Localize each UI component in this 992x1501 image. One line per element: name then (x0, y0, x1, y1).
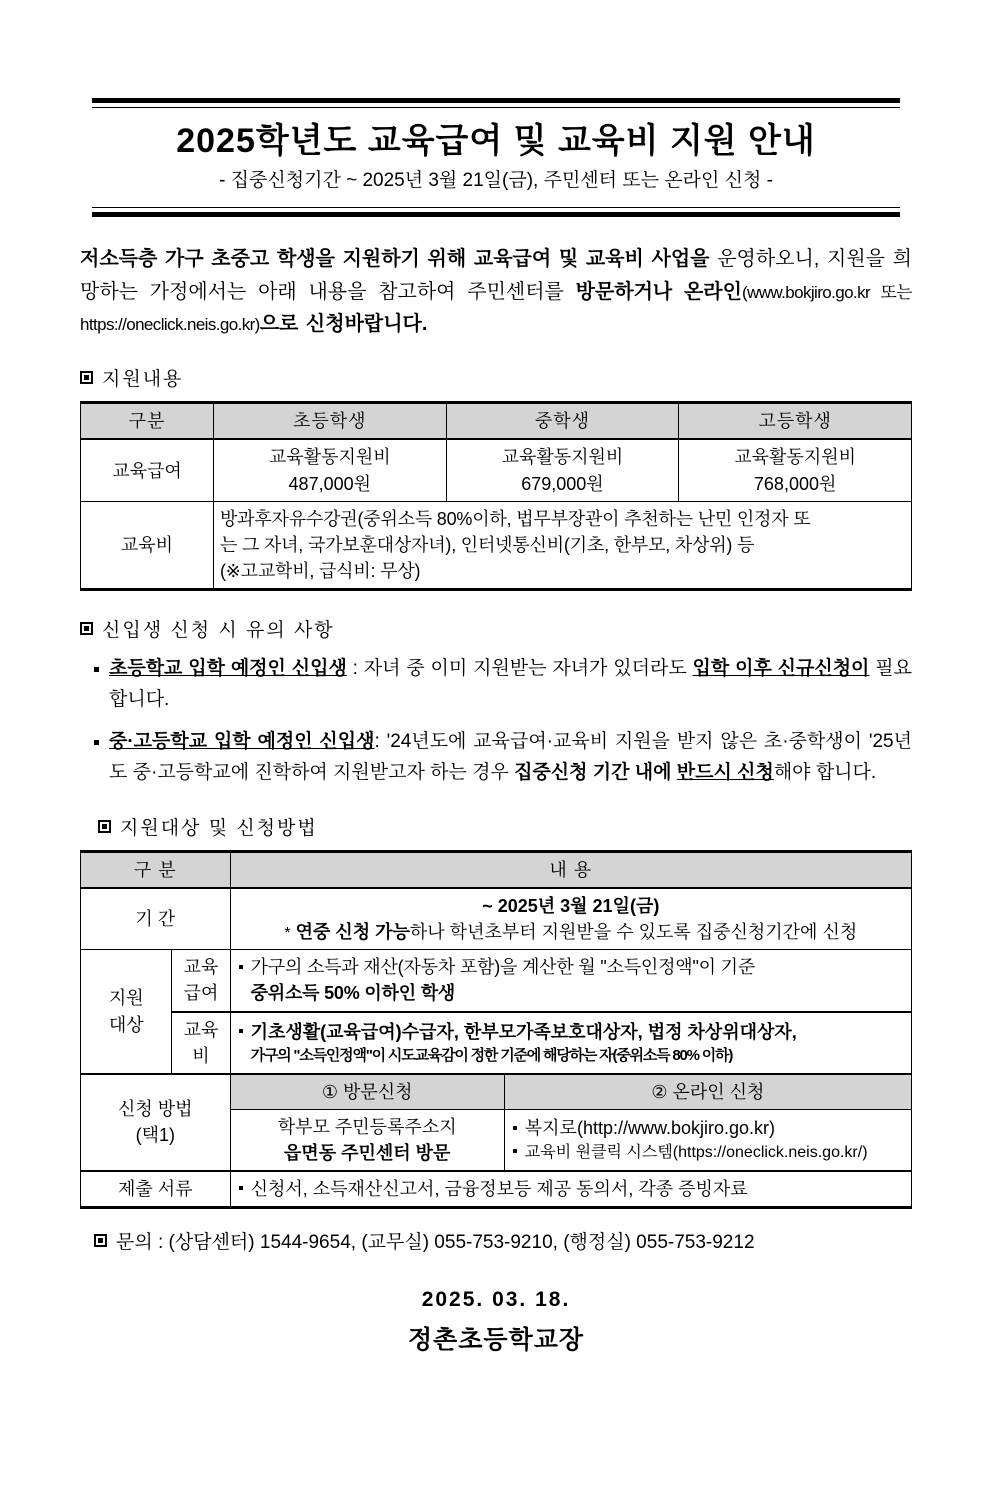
subrow-label-education-fee (172, 1012, 230, 1074)
cell-education-fee-criteria (230, 1012, 911, 1074)
subrow-label-education-benefit (172, 950, 230, 1012)
section-heading-new-student-notes (80, 615, 912, 642)
period-note-rest: 하나 학년초부터 지원받을 수 있도록 집중신청기간에 신청 (409, 922, 858, 943)
cell-education-benefit-criteria (230, 950, 911, 1012)
col-header-content: 내 용 (230, 851, 911, 888)
col-header-visit-apply: ① 방문신청 (230, 1074, 504, 1110)
page-title: 2025학년도 교육급여 및 교육비 지원 안내 (176, 122, 816, 160)
section3-title: 지원대상 및 신청방법 (120, 817, 318, 839)
intro-line-2: 운영하오니, 지원을 희망하는 가정에서는 아래 내용을 참고하여 주민센터를 (80, 248, 913, 303)
online-line-1: 복지로(http://www.bokjiro.go.kr) (511, 1115, 905, 1141)
col-header-elementary: 초등학생 (213, 403, 446, 440)
section-heading-support-content (80, 364, 912, 391)
cell-period-detail (230, 888, 911, 950)
criteria-line-1: 기초생활(교육급여)수급자, 한부모가족보호대상자, 법정 차상위대상자, (237, 1019, 905, 1045)
bullet-dot-icon (513, 1126, 517, 1130)
bullet-dot-icon (239, 1029, 243, 1033)
table-row (81, 888, 912, 950)
intro-line-3b: 으로 신청바랍니다. (259, 312, 428, 335)
cell-online-apply-detail (504, 1109, 911, 1171)
bullet-emphasis: 입학 이후 신규신청이 (692, 657, 870, 679)
edufee-line-2: 는 그 자녀, 국가보훈대상자녀), 인터넷통신비(기초, 한부모, 차상위) 등 (219, 534, 755, 555)
table-row (81, 439, 912, 501)
benefit-name: 교육활동지원비 (268, 447, 391, 468)
cell-visit-apply-detail (230, 1109, 504, 1171)
bullet-dot-icon (94, 667, 99, 672)
target-label-line2: 대상 (108, 1014, 144, 1035)
document-page (0, 98, 992, 1501)
table-row (81, 1012, 912, 1074)
row-label-apply-method (81, 1074, 231, 1171)
bullet-mid: : '24년도에 교육급여·교육비 지원을 받지 않은 초·중학생이 '25년도 중·고등학교에 진학하여 지원받고자 하는 경우 (109, 731, 912, 784)
page-subtitle: - 집중신청기간 ~ 2025년 3월 21일(금), 주민센터 또는 온라인 신청 - (219, 169, 773, 191)
bullet-emphasis: 반드시 신청 (676, 762, 774, 784)
apply-label-line2: (택1) (135, 1125, 175, 1146)
table-row (81, 950, 912, 1012)
cell-education-fee-detail (213, 501, 911, 589)
intro-urls: (www.bokjiro.go.kr 또는 https://oneclick.neis.go.kr) (80, 282, 912, 334)
table-header-row (81, 403, 912, 440)
title-rule-bottom (92, 207, 900, 217)
bullet-dot-icon (94, 740, 99, 745)
eligibility-apply-table (80, 850, 912, 1209)
col-header-high: 고등학생 (679, 403, 912, 440)
bullet-tail: 필요합니다. (109, 657, 912, 710)
period-note (237, 919, 905, 945)
asterisk-icon: * (284, 925, 291, 943)
support-content-table (80, 401, 912, 591)
benefit-amount: 679,000원 (521, 473, 604, 494)
bullet-text-elementary (109, 654, 912, 716)
title-rule-top (92, 98, 900, 108)
col-header-middle: 중학생 (446, 403, 679, 440)
signature-date: 2025. 03. 18. (421, 1288, 571, 1312)
sub-label-line2: 비 (192, 1045, 210, 1066)
table-row (81, 501, 912, 589)
period-deadline: ~ 2025년 3월 21일(금) (482, 896, 660, 917)
intro-line-3a: 방문하거나 온라인 (575, 280, 742, 303)
contact-line (94, 1227, 912, 1254)
bullet-dot-icon (239, 965, 243, 969)
benefit-name: 교육활동지원비 (501, 447, 624, 468)
bullet-lead: 초등학교 입학 예정인 신입생 (109, 657, 347, 679)
square-marker-icon (98, 820, 111, 833)
documents-text: 신청서, 소득재산신고서, 금융정보등 제공 동의서, 각종 증빙자료 (250, 1179, 748, 1200)
sub-label-line1: 교육 (183, 1019, 219, 1040)
table-row (81, 1074, 912, 1110)
apply-label-line1: 신청 방법 (118, 1099, 193, 1120)
sub-label-line2: 급여 (183, 983, 219, 1004)
online-line-2: 교육비 원클릭 시스템(https://oneclick.neis.go.kr/) (511, 1141, 905, 1164)
criteria-line-1: 가구의 소득과 재산(자동차 포함)을 계산한 월 "소득인정액"이 기준 (237, 954, 905, 980)
row-label-documents: 제출 서류 (81, 1171, 231, 1208)
benefit-amount: 487,000원 (288, 473, 372, 494)
visit-line-2: 읍면동 주민센터 방문 (283, 1142, 451, 1163)
list-item (80, 727, 912, 789)
col-header-category: 구 분 (81, 851, 231, 888)
period-note-bold: 연중 신청 가능 (290, 922, 410, 943)
criteria-line-2: 가구의 "소득인정액"이 시도교육감이 정한 기준에 해당하는 자(중위소득 80% 이하) (250, 1046, 733, 1064)
bullet-mid: : 자녀 중 이미 지원받는 자녀가 있더라도 (346, 657, 693, 679)
visit-line-1: 학부모 주민등록주소지 (277, 1116, 457, 1137)
square-marker-icon (80, 371, 93, 384)
cell-high-benefit (679, 439, 912, 501)
col-header-category: 구분 (81, 403, 214, 440)
sub-label-line1: 교육 (183, 957, 219, 978)
section-heading-eligibility-and-apply (80, 813, 912, 840)
bullet-lead: 중·고등학교 입학 예정인 신입생 (109, 731, 375, 753)
list-item (80, 654, 912, 716)
target-label-line1: 지원 (108, 988, 144, 1009)
section1-title: 지원내용 (102, 369, 184, 391)
row-label-period: 기 간 (81, 888, 231, 950)
row-label-target (81, 950, 172, 1074)
bullet-text-secondary (109, 727, 912, 789)
table-row (81, 1171, 912, 1208)
intro-paragraph (80, 243, 912, 340)
bullet-bold-emphasis: 집중신청 기간 내에 (514, 762, 677, 784)
cell-documents-detail (230, 1171, 911, 1208)
signature-name: 정촌초등학교장 (407, 1326, 585, 1355)
benefit-amount: 768,000원 (753, 473, 837, 494)
cell-middle-benefit (446, 439, 679, 501)
benefit-name: 교육활동지원비 (734, 447, 856, 468)
section2-title: 신입생 신청 시 유의 사항 (102, 619, 335, 641)
contact-text: 문의 : (상담센터) 1544-9654, (교무실) 055-753-9210, (행정실) 055-753-9212 (116, 1232, 755, 1254)
edufee-line-3: (※고교학비, 급식비: 무상) (219, 560, 421, 581)
edufee-line-1: 방과후자유수강권(중위소득 80%이하, 법무부장관이 추천하는 난민 인정자 또 (219, 508, 811, 529)
bullet-dot-icon (239, 1186, 243, 1190)
row-label-education-fee: 교육비 (81, 501, 214, 589)
intro-line-1: 저소득층 가구 초중고 학생을 지원하기 위해 교육급여 및 교육비 사업을 (80, 248, 710, 271)
bullet-tail: 해야 합니다. (773, 762, 877, 784)
table-header-row (81, 851, 912, 888)
cell-elementary-benefit (213, 439, 446, 501)
row-label-education-benefit: 교육급여 (81, 439, 214, 501)
square-marker-icon (80, 622, 93, 635)
criteria-line-2: 중위소득 50% 이하인 학생 (250, 983, 456, 1004)
square-marker-icon (94, 1234, 107, 1247)
col-header-online-apply: ② 온라인 신청 (504, 1074, 911, 1110)
bullet-dot-icon (513, 1149, 517, 1153)
